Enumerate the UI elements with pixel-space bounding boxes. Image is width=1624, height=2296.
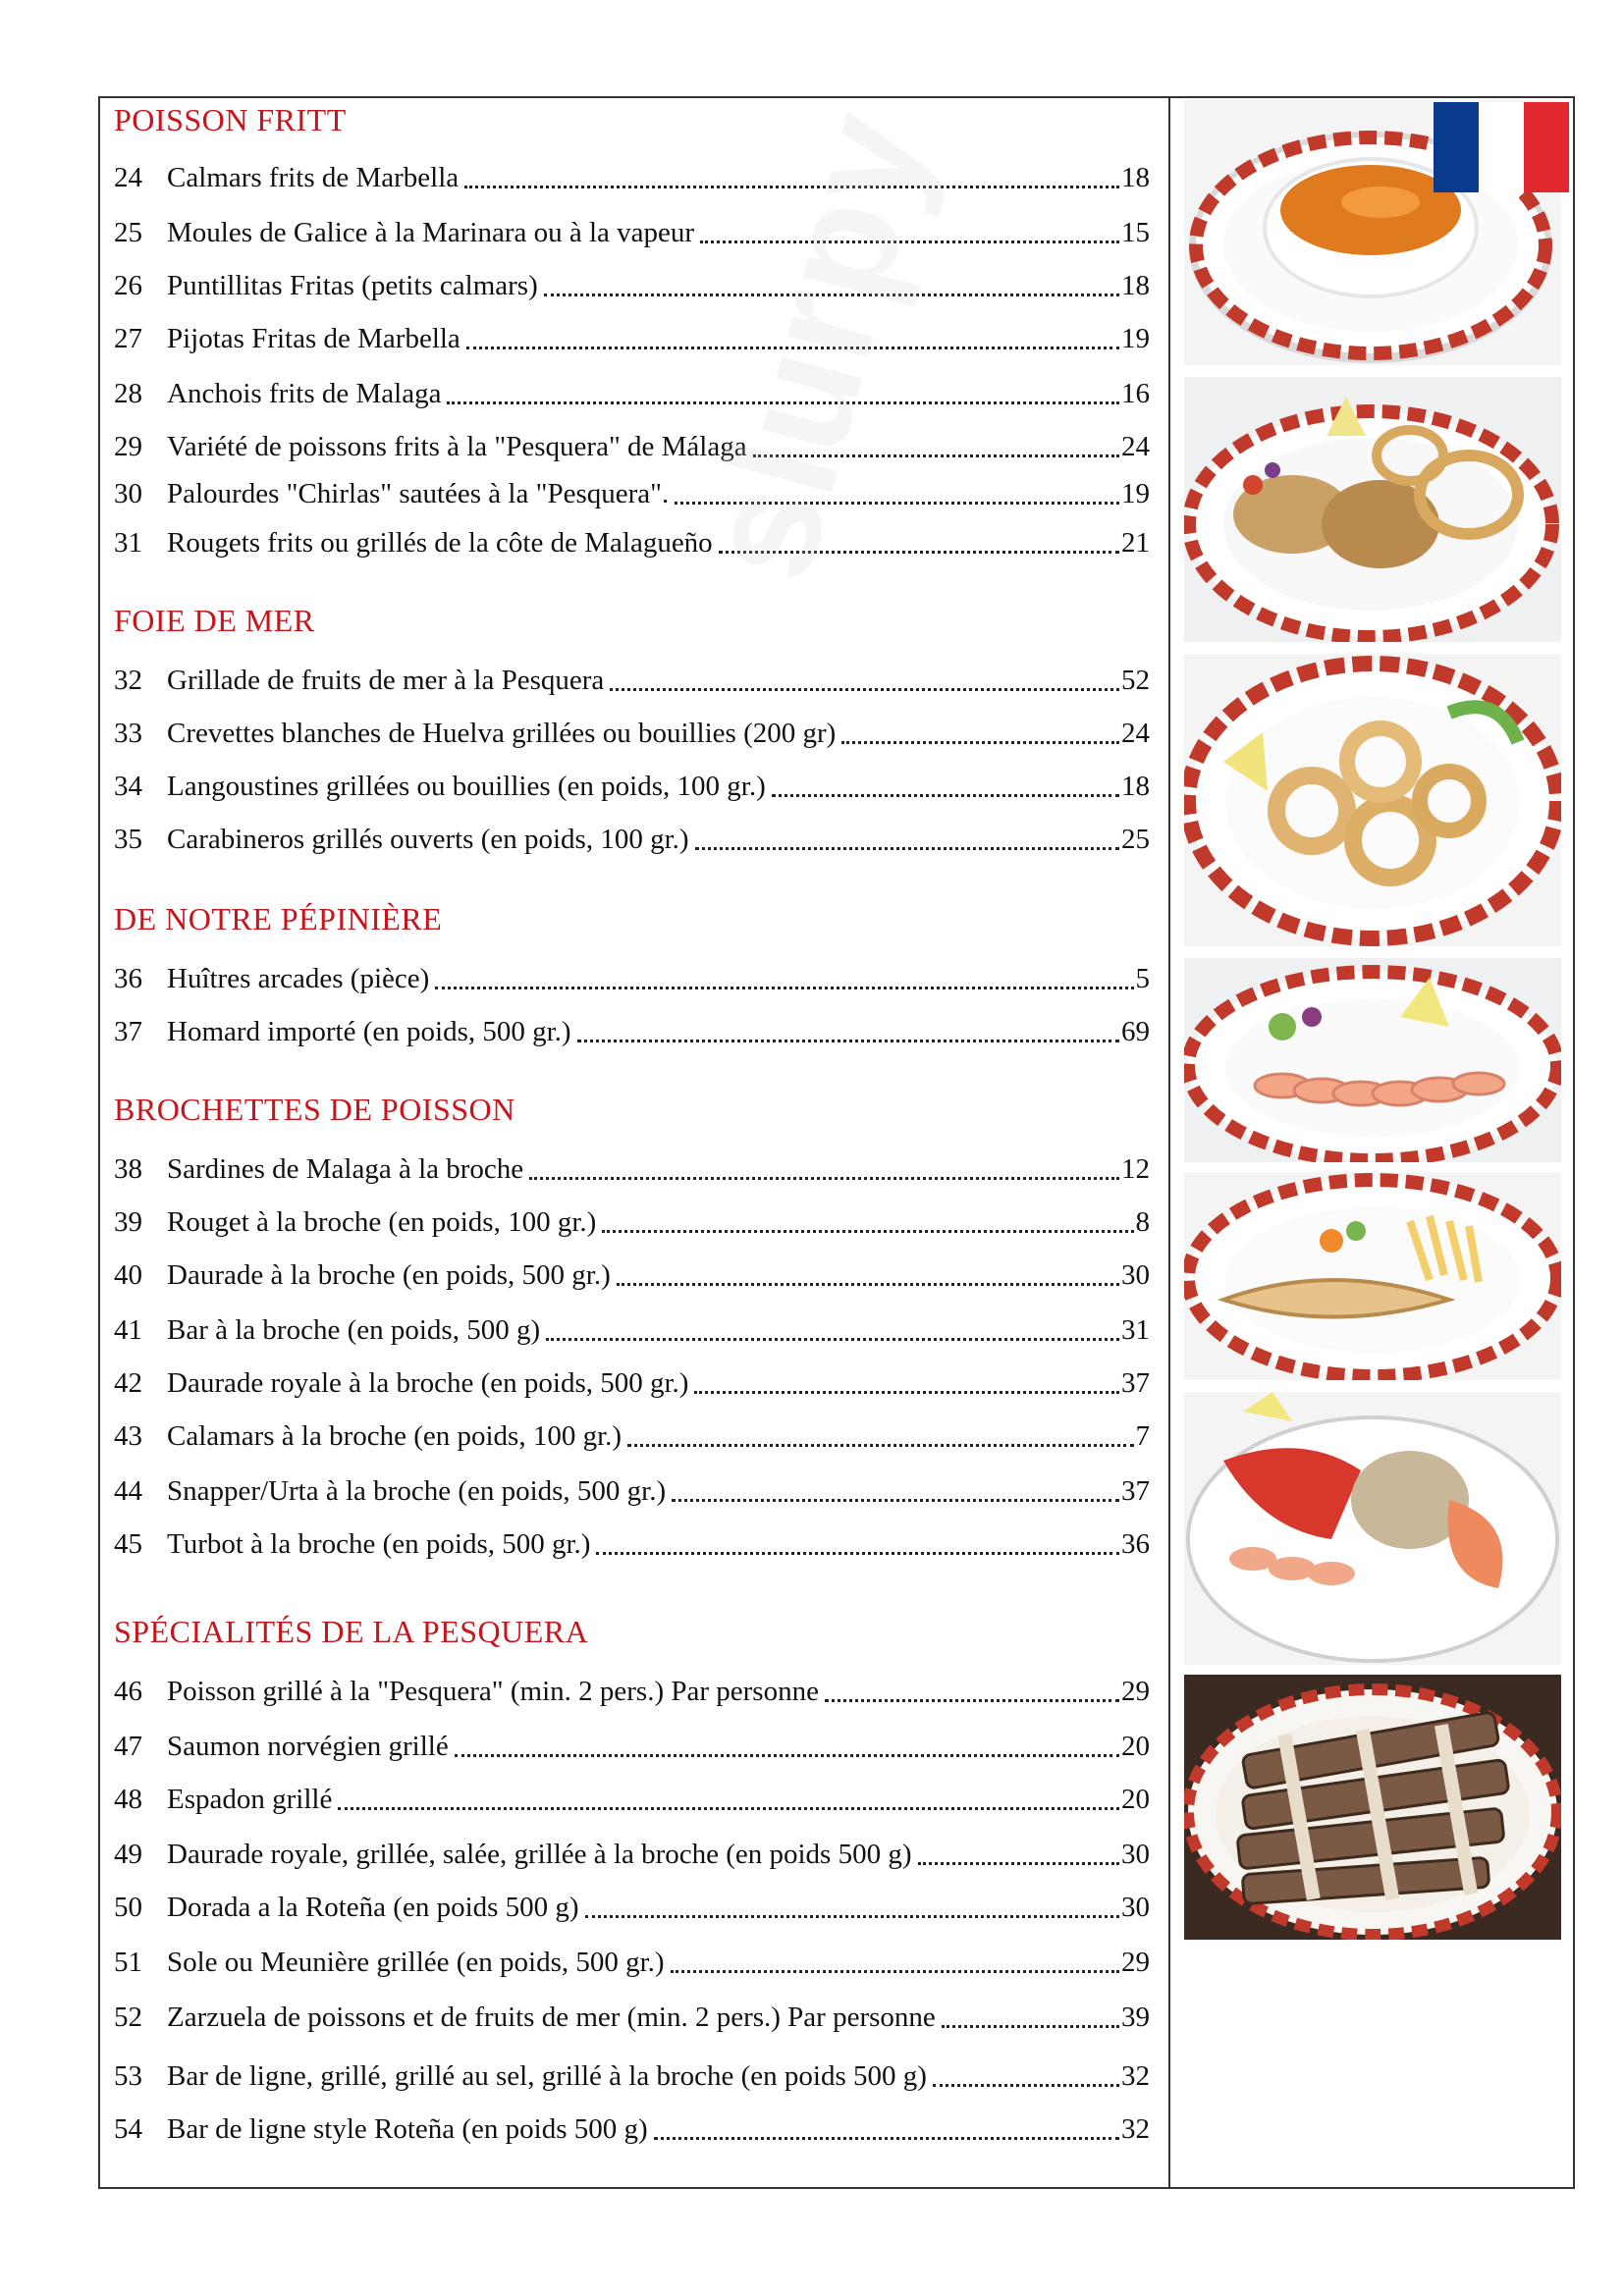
leader-dots [585,1914,1119,1918]
item-number: 47 [114,1731,142,1762]
item-number: 32 [114,665,142,696]
seafood-grill-photo [1184,1392,1561,1665]
menu-item [114,764,1150,803]
item-number: 39 [114,1206,142,1238]
item-number: 48 [114,1784,142,1815]
menu-item [114,817,1150,856]
menu-item [114,1940,1150,1979]
item-number: 25 [114,217,142,248]
item-name: Bar à la broche (en poids, 500 g) [167,1314,541,1346]
item-number: 34 [114,771,142,802]
leader-dots [529,1176,1119,1180]
menu-item [114,1468,1150,1508]
leader-dots [671,1969,1119,1973]
item-name: Dorada a la Roteña (en poids 500 g) [167,1892,579,1923]
menu-item [114,1414,1150,1453]
section-title: BROCHETTES DE POISSON [114,1092,515,1127]
item-number: 43 [114,1420,142,1452]
item-price: 39 [1121,2002,1150,2033]
item-price: 12 [1121,1153,1150,1185]
item-price: 32 [1121,2060,1150,2092]
menu-item [114,1995,1150,2034]
item-number: 49 [114,1839,142,1870]
item-number: 35 [114,824,142,855]
item-name: Poisson grillé à la "Pesquera" (min. 2 pers.) Par personne [167,1676,819,1707]
item-price: 15 [1121,217,1150,248]
leader-dots [942,2024,1119,2028]
item-number: 31 [114,527,142,559]
item-number: 26 [114,270,142,301]
menu-item [114,1885,1150,1924]
item-name: Daurade royale, grillée, salée, grillée à la broche (en poids 500 g) [167,1839,912,1870]
menu-item [114,1253,1150,1292]
item-number: 42 [114,1367,142,1399]
item-number: 27 [114,323,142,354]
french-flag-icon [1434,102,1569,192]
leader-dots [772,793,1119,797]
leader-dots [675,501,1119,505]
leader-dots [627,1443,1133,1447]
leader-dots [602,1229,1133,1233]
leader-dots [455,1753,1119,1757]
item-name: Variété de poissons frits à la "Pesquera" de Málaga [167,431,747,462]
menu-item [114,658,1150,697]
menu-item [114,520,1150,560]
item-name: Sole ou Meunière grillée (en poids, 500 gr.) [167,1947,665,1978]
item-name: Anchois frits de Malaga [167,378,442,409]
menu-item [114,1147,1150,1186]
item-number: 40 [114,1259,142,1291]
section-title: DE NOTRE PÉPINIÈRE [114,901,443,936]
menu-item [114,2107,1150,2146]
item-price: 18 [1121,771,1150,802]
menu-item [114,2054,1150,2093]
item-price: 21 [1121,527,1150,559]
item-name: Zarzuela de poissons et de fruits de mer (min. 2 pers.) Par personne [167,2002,936,2033]
leader-dots [466,346,1119,349]
item-price: 30 [1121,1892,1150,1923]
item-number: 46 [114,1676,142,1707]
flag-stripe-blue [1434,102,1479,192]
grilled-prawns-photo [1184,958,1561,1162]
menu-page [98,96,1575,2189]
item-price: 16 [1121,378,1150,409]
item-name: Bar de ligne style Roteña (en poids 500 g) [167,2113,648,2145]
grilled-fish-fries-photo [1184,1172,1561,1380]
menu-item [114,1724,1150,1763]
item-price: 24 [1121,431,1150,462]
fried-calamari-photo [1184,654,1561,946]
leader-dots [933,2083,1119,2087]
menu-column [100,98,1170,2187]
leader-dots [918,1861,1119,1865]
item-name: Puntillitas Fritas (petits calmars) [167,270,538,301]
item-name: Daurade royale à la broche (en poids, 500 gr.) [167,1367,689,1399]
leader-dots [435,986,1133,989]
menu-item [114,316,1150,355]
item-name: Homard importé (en poids, 500 gr.) [167,1016,571,1047]
flag-stripe-white [1479,102,1524,192]
item-name: Sardines de Malaga à la broche [167,1153,524,1185]
menu-item [114,155,1150,194]
item-name: Crevettes blanches de Huelva grillées ou bouillies (200 gr) [167,718,837,749]
item-price: 29 [1121,1676,1150,1707]
fish-skewer-photo [1184,1675,1561,1940]
menu-item [114,1200,1150,1239]
menu-item [114,210,1150,249]
item-name: Huîtres arcades (pièce) [167,963,430,994]
item-number: 29 [114,431,142,462]
item-name: Rougets frits ou grillés de la côte de Malagueño [167,527,713,559]
flag-stripe-red [1524,102,1569,192]
leader-dots [464,185,1119,188]
section-title: POISSON FRITT [114,102,347,137]
leader-dots [700,240,1119,243]
item-name: Langoustines grillées ou bouillies (en poids, 100 gr.) [167,771,766,802]
menu-item [114,1361,1150,1400]
item-price: 24 [1121,718,1150,749]
item-price: 30 [1121,1259,1150,1291]
item-number: 52 [114,2002,142,2033]
item-number: 45 [114,1528,142,1560]
leader-dots [546,1337,1119,1341]
photo-column [1170,98,1573,2187]
item-price: 29 [1121,1947,1150,1978]
item-name: Turbot à la broche (en poids, 500 gr.) [167,1528,591,1560]
item-price: 52 [1121,665,1150,696]
item-price: 18 [1121,270,1150,301]
leader-dots [447,400,1119,404]
leader-dots [338,1806,1119,1810]
item-name: Daurade à la broche (en poids, 500 gr.) [167,1259,611,1291]
item-name: Palourdes "Chirlas" sautées à la "Pesquera". [167,478,670,509]
menu-item [114,1669,1150,1708]
menu-item [114,1777,1150,1816]
item-name: Moules de Galice à la Marinara ou à la vapeur [167,217,695,248]
item-price: 37 [1121,1367,1150,1399]
item-name: Bar de ligne, grillé, grillé au sel, grillé à la broche (en poids 500 g) [167,2060,927,2092]
menu-item [114,1522,1150,1561]
leader-dots [841,740,1119,744]
leader-dots [544,293,1119,296]
leader-dots [694,1390,1119,1394]
item-name: Carabineros grillés ouverts (en poids, 100 gr.) [167,824,689,855]
item-price: 19 [1121,478,1150,509]
item-number: 30 [114,478,142,509]
item-price: 25 [1121,824,1150,855]
menu-item [114,1308,1150,1347]
item-number: 37 [114,1016,142,1047]
item-number: 53 [114,2060,142,2092]
item-number: 51 [114,1947,142,1978]
item-price: 37 [1121,1475,1150,1507]
item-price: 19 [1121,323,1150,354]
item-price: 8 [1135,1206,1150,1238]
leader-dots [596,1551,1119,1555]
leader-dots [672,1498,1119,1502]
item-number: 28 [114,378,142,409]
item-price: 5 [1135,963,1150,994]
menu-item [114,371,1150,410]
item-number: 36 [114,963,142,994]
item-price: 32 [1121,2113,1150,2145]
leader-dots [719,550,1119,554]
item-name: Calmars frits de Marbella [167,162,460,193]
item-price: 20 [1121,1784,1150,1815]
section-title: SPÉCIALITÉS DE LA PESQUERA [114,1614,589,1649]
leader-dots [654,2136,1119,2140]
item-price: 69 [1121,1016,1150,1047]
watermark: slurpy [668,94,961,596]
leader-dots [577,1039,1119,1042]
leader-dots [825,1698,1119,1702]
item-number: 33 [114,718,142,749]
item-name: Grillade de fruits de mer à la Pesquera [167,665,605,696]
item-price: 36 [1121,1528,1150,1560]
item-number: 41 [114,1314,142,1346]
menu-item [114,1832,1150,1871]
item-price: 7 [1135,1420,1150,1452]
menu-item [114,1009,1150,1048]
menu-item [114,424,1150,463]
item-name: Pijotas Fritas de Marbella [167,323,460,354]
leader-dots [753,454,1119,457]
item-number: 24 [114,162,142,193]
item-number: 44 [114,1475,142,1507]
leader-dots [695,846,1119,850]
item-name: Rouget à la broche (en poids, 100 gr.) [167,1206,597,1238]
item-number: 54 [114,2113,142,2145]
item-price: 31 [1121,1314,1150,1346]
menu-item [114,711,1150,750]
fried-fish-variety-photo [1184,377,1561,642]
menu-item [114,956,1150,995]
item-price: 30 [1121,1839,1150,1870]
menu-item [114,263,1150,302]
item-number: 50 [114,1892,142,1923]
item-price: 18 [1121,162,1150,193]
leader-dots [617,1282,1119,1286]
item-number: 38 [114,1153,142,1185]
item-name: Snapper/Urta à la broche (en poids, 500 gr.) [167,1475,667,1507]
item-price: 20 [1121,1731,1150,1762]
item-name: Saumon norvégien grillé [167,1731,449,1762]
leader-dots [610,687,1119,691]
menu-item [114,471,1150,510]
item-name: Calamars à la broche (en poids, 100 gr.) [167,1420,623,1452]
section-title: FOIE DE MER [114,603,315,638]
item-name: Espadon grillé [167,1784,333,1815]
